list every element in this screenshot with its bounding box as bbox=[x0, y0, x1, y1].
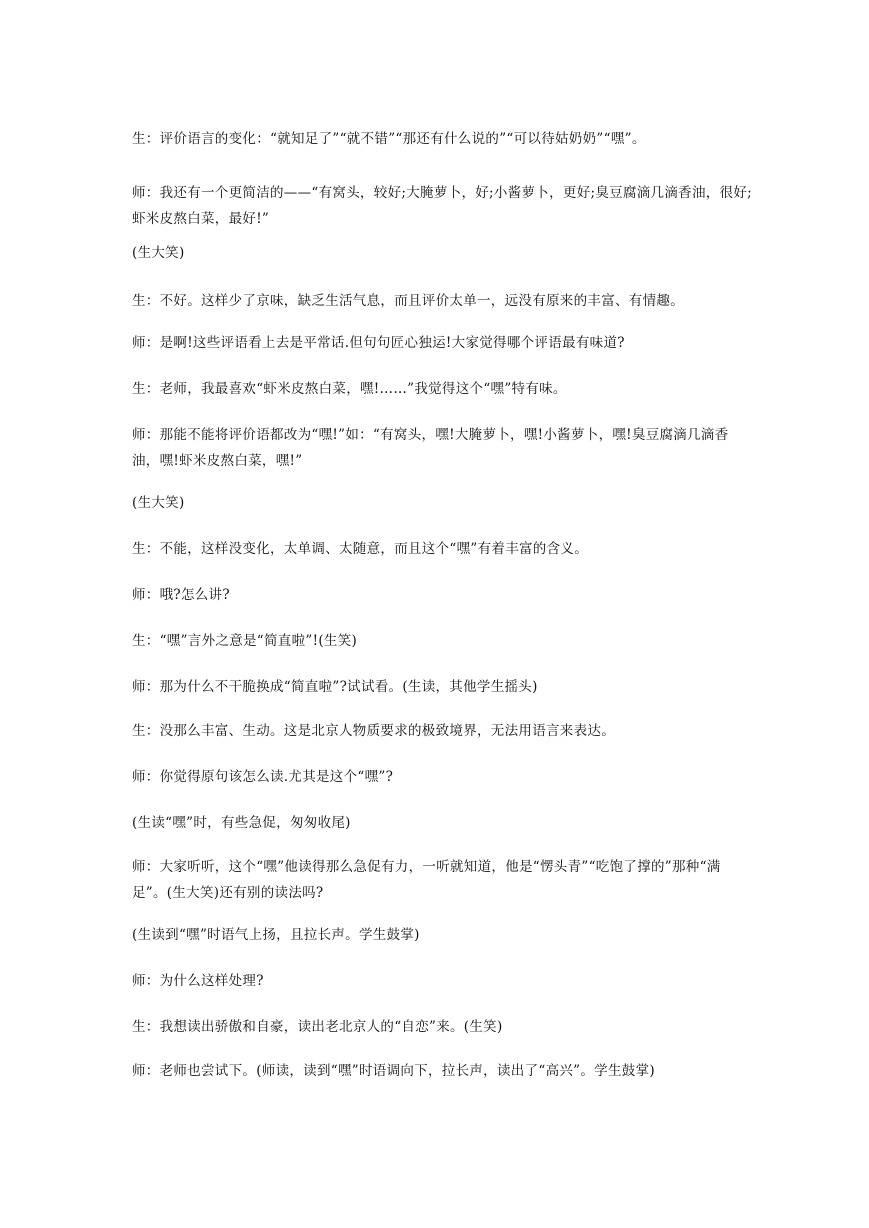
paragraph-12: 师：那为什么不干脆换成“简直啦”?试试看。(生读，其他学生摇头) bbox=[132, 679, 538, 695]
paragraph-5: 师：是啊!这些评语看上去是平常话.但句句匠心独运!大家觉得哪个评语最有味道? bbox=[132, 335, 625, 351]
paragraph-20: 师：老师也尝试下。(师读，读到“嘿”时语调向下，拉长声，读出了“高兴”。学生鼓掌) bbox=[132, 1063, 655, 1079]
paragraph-14: 师：你觉得原句该怎么读.尤其是这个“嘿”? bbox=[132, 769, 394, 785]
paragraph-9: 生：不能，这样没变化，太单调、太随意，而且这个“嘿”有着丰富的含义。 bbox=[132, 541, 589, 557]
paragraph-10: 师：哦?怎么讲? bbox=[132, 587, 230, 603]
paragraph-13: 生：没那么丰富、生动。这是北京人物质要求的极致境界，无法用语言来表达。 bbox=[132, 723, 615, 739]
paragraph-2: 师：我还有一个更简洁的——“有窝头，较好;大腌萝卜，好;小酱萝卜，更好;臭豆腐滴几滴香油，很好;虾米皮熬白菜，最好!” bbox=[132, 185, 752, 227]
paragraph-11: 生：“嘿”言外之意是“简直啦”!(生笑) bbox=[132, 633, 358, 649]
paragraph-8: (生大笑) bbox=[132, 495, 185, 511]
paragraph-7: 师：那能不能将评价语都改为“嘿!”如：“有窝头，嘿!大腌萝卜，嘿!小酱萝卜，嘿!臭豆腐滴几滴香油，嘿!虾米皮熬白菜，嘿!” bbox=[132, 427, 729, 469]
paragraph-1: 生：评价语言的变化：“就知足了”“就不错”“那还有什么说的”“可以待姑奶奶”“嘿”。 bbox=[132, 131, 646, 147]
paragraph-17: (生读到“嘿”时语气上扬，且拉长声。学生鼓掌) bbox=[132, 927, 420, 943]
paragraph-18: 师：为什么这样处理? bbox=[132, 973, 264, 989]
paragraph-6: 生：老师，我最喜欢“虾米皮熬白菜，嘿!……”我觉得这个“嘿”特有味。 bbox=[132, 381, 567, 397]
paragraph-4: 生：不好。这样少了京味，缺乏生活气息，而且评价太单一，远没有原来的丰富、有情趣。 bbox=[132, 293, 684, 309]
paragraph-19: 生：我想读出骄傲和自豪，读出老北京人的“自恋”来。(生笑) bbox=[132, 1019, 503, 1035]
paragraph-16: 师：大家听听，这个“嘿”他读得那么急促有力，一听就知道，他是“愣头青”“吃饱了撑的”那种“满足”。(生大笑)还有别的读法吗? bbox=[132, 859, 721, 901]
paragraph-15: (生读“嘿”时，有些急促，匆匆收尾) bbox=[132, 815, 351, 831]
paragraph-3: (生大笑) bbox=[132, 245, 185, 261]
